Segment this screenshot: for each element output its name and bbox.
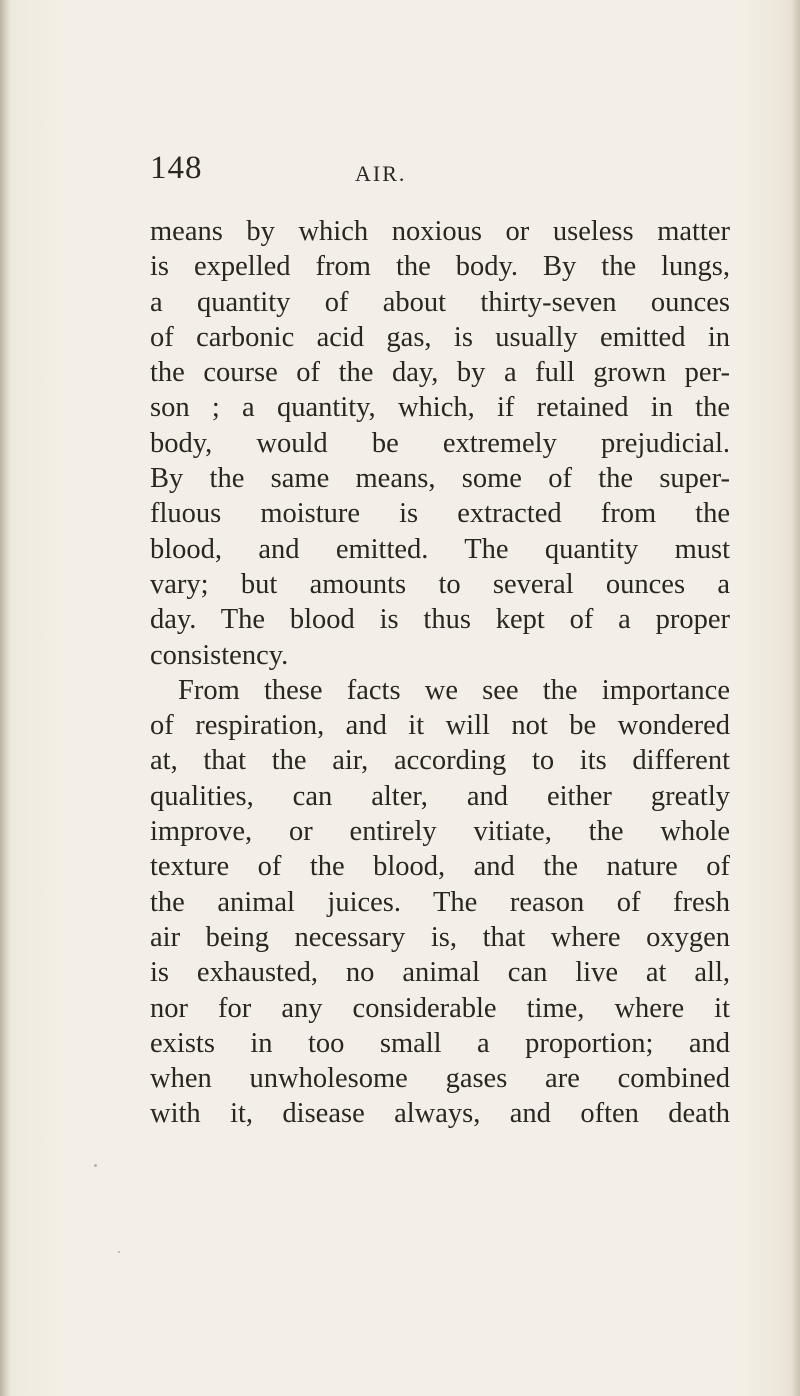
text-line: texture of the blood, and the nature of (150, 851, 730, 883)
text-line: a quantity of about thirty-seven ounces (150, 286, 730, 318)
page-number: 148 (150, 150, 203, 186)
text-line: is expelled from the body. By the lungs, (150, 251, 730, 283)
text-line: son ; a quantity, which, if retained in the (150, 392, 730, 424)
text-line: of carbonic acid gas, is usually emitted in (150, 321, 730, 353)
text-line: at, that the air, according to its different (150, 745, 730, 777)
text-line: blood, and emitted. The quantity must (150, 533, 730, 565)
text-line: nor for any considerable time, where it (150, 992, 730, 1024)
text-line: of respiration, and it will not be wondered (150, 710, 730, 742)
text-line: consistency. (150, 639, 289, 671)
running-head (150, 148, 730, 198)
text-line: improve, or entirely vitiate, the whole (150, 816, 730, 848)
text-line: exists in too small a proportion; and (150, 1027, 730, 1059)
text-line: day. The blood is thus kept of a proper (150, 604, 730, 636)
paper-speck (118, 1251, 120, 1253)
text-line: when unwholesome gases are combined (150, 1063, 730, 1095)
text-line: From these facts we see the importance (178, 674, 730, 706)
text-line: means by which noxious or useless matter (150, 216, 730, 247)
text-line: air being necessary is, that where oxygen (150, 921, 730, 953)
text-line: the animal juices. The reason of fresh (150, 886, 730, 918)
text-line: By the same means, some of the super- (150, 463, 730, 495)
paper-speck (94, 1164, 97, 1167)
page-right-edge (792, 0, 800, 1396)
text-line: qualities, can alter, and either greatly (150, 780, 730, 812)
text-line: is exhausted, no animal can live at all, (150, 957, 730, 989)
page-title: AIR. (355, 161, 407, 186)
body-text (150, 214, 730, 1132)
text-line: body, would be extremely prejudicial. (150, 427, 730, 459)
text-line: fluous moisture is extracted from the (150, 498, 730, 530)
page-left-edge (0, 0, 10, 1396)
text-line: the course of the day, by a full grown per- (150, 357, 730, 389)
text-line: with it, disease always, and often death (150, 1098, 730, 1130)
text-line: vary; but amounts to several ounces a (150, 568, 730, 600)
